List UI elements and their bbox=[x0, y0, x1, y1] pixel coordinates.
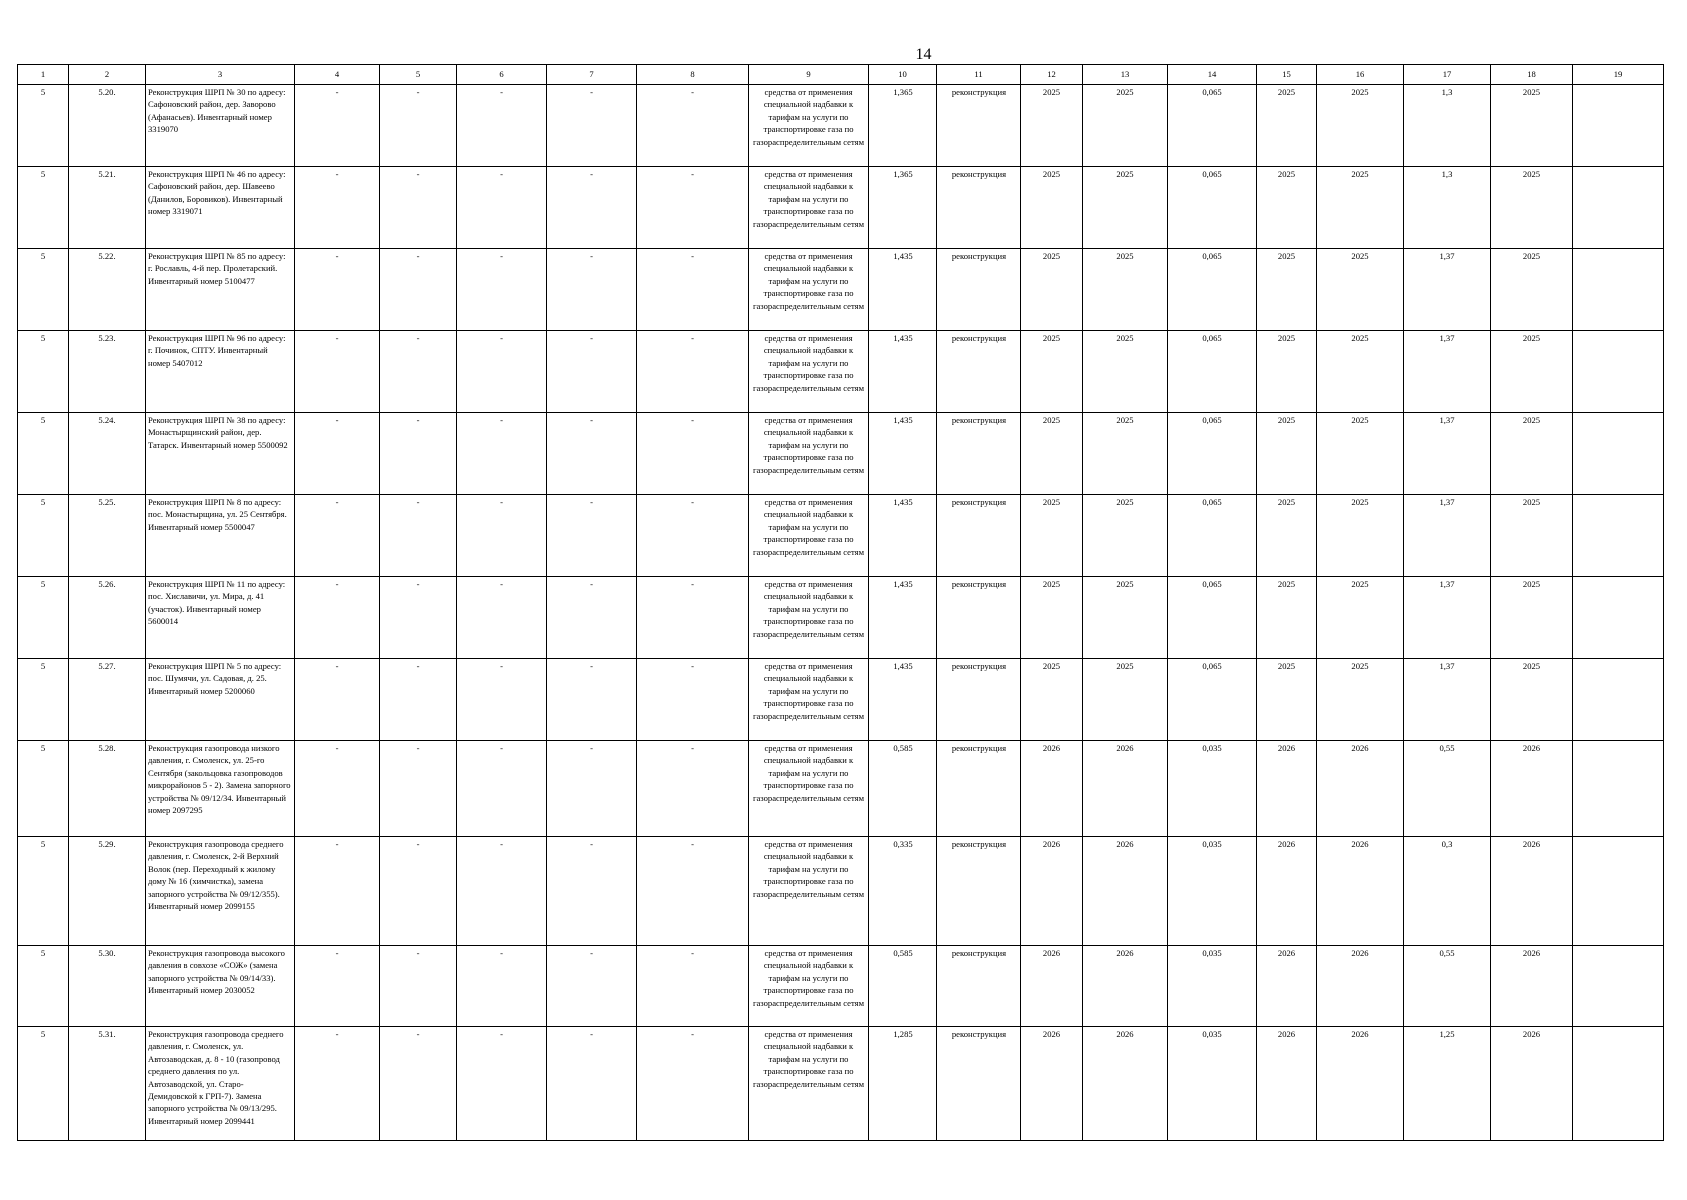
table-cell-col-10: 1,435 bbox=[869, 495, 937, 577]
table-cell-col-2: 5.20. bbox=[69, 85, 146, 167]
table-cell-col-10: 1,365 bbox=[869, 167, 937, 249]
table-row bbox=[18, 413, 1664, 495]
table-cell-col-18: 2025 bbox=[1491, 331, 1573, 413]
table-cell-col-19 bbox=[1573, 331, 1664, 413]
table-cell-col-4: - bbox=[295, 85, 380, 167]
table-cell-col-5: - bbox=[380, 741, 457, 837]
table-cell-col-7: - bbox=[547, 85, 637, 167]
table-cell-col-14: 0,065 bbox=[1168, 659, 1257, 741]
table-cell-col-10: 1,435 bbox=[869, 413, 937, 495]
table-cell-col-11: реконструкция bbox=[937, 946, 1021, 1027]
table-cell-col-17: 1,37 bbox=[1404, 249, 1491, 331]
table-cell-col-16: 2025 bbox=[1317, 331, 1404, 413]
table-cell-col-13: 2025 bbox=[1083, 167, 1168, 249]
table-cell-col-15: 2025 bbox=[1257, 413, 1317, 495]
table-cell-col-7: - bbox=[547, 495, 637, 577]
column-header-14: 14 bbox=[1168, 65, 1257, 85]
table-cell-col-6: - bbox=[457, 331, 547, 413]
table-cell-col-1: 5 bbox=[18, 495, 69, 577]
table-cell-col-12: 2025 bbox=[1021, 577, 1083, 659]
table-cell-col-12: 2026 bbox=[1021, 946, 1083, 1027]
table-cell-col-7: - bbox=[547, 167, 637, 249]
table-cell-col-13: 2026 bbox=[1083, 946, 1168, 1027]
table-cell-col-1: 5 bbox=[18, 331, 69, 413]
table-cell-col-13: 2026 bbox=[1083, 741, 1168, 837]
column-header-3: 3 bbox=[146, 65, 295, 85]
table-cell-col-19 bbox=[1573, 495, 1664, 577]
table-cell-col-9: средства от применения специальной надбавки к тарифам на услуги по транспортировке газа по газораспределительным сетям bbox=[749, 837, 869, 946]
table-cell-col-19 bbox=[1573, 837, 1664, 946]
column-header-18: 18 bbox=[1491, 65, 1573, 85]
table-cell-col-16: 2026 bbox=[1317, 1027, 1404, 1141]
table-cell-col-11: реконструкция bbox=[937, 837, 1021, 946]
table-cell-col-7: - bbox=[547, 837, 637, 946]
table-cell-col-15: 2025 bbox=[1257, 249, 1317, 331]
table-body bbox=[18, 85, 1664, 1141]
table-cell-col-14: 0,065 bbox=[1168, 249, 1257, 331]
table-cell-col-9: средства от применения специальной надбавки к тарифам на услуги по транспортировке газа по газораспределительным сетям bbox=[749, 249, 869, 331]
table-cell-col-5: - bbox=[380, 413, 457, 495]
table-cell-col-3: Реконструкция газопровода среднего давления, г. Смоленск, ул. Автозаводская, д. 8 - 10 (газопровод среднего давления по ул. Автозаводской, ул. Старо-Демидовской к ГРП-7). Замена запорного устройства № 09/13/295. Инвентарный номер 2099441 bbox=[146, 1027, 295, 1141]
table-cell-col-16: 2026 bbox=[1317, 837, 1404, 946]
table-cell-col-10: 1,435 bbox=[869, 331, 937, 413]
table-cell-col-14: 0,035 bbox=[1168, 837, 1257, 946]
table-cell-col-6: - bbox=[457, 495, 547, 577]
table-cell-col-13: 2025 bbox=[1083, 495, 1168, 577]
table-cell-col-8: - bbox=[637, 741, 749, 837]
table-cell-col-3: Реконструкция ШРП № 5 по адресу: пос. Шумячи, ул. Садовая, д. 25. Инвентарный номер 5200060 bbox=[146, 659, 295, 741]
table-cell-col-10: 0,585 bbox=[869, 946, 937, 1027]
table-cell-col-6: - bbox=[457, 1027, 547, 1141]
table-cell-col-16: 2025 bbox=[1317, 413, 1404, 495]
table-cell-col-10: 1,365 bbox=[869, 85, 937, 167]
table-cell-col-3: Реконструкция ШРП № 85 по адресу: г. Рославль, 4-й пер. Пролетарский. Инвентарный номер 5100477 bbox=[146, 249, 295, 331]
table-cell-col-1: 5 bbox=[18, 577, 69, 659]
table-cell-col-14: 0,065 bbox=[1168, 85, 1257, 167]
table-cell-col-16: 2025 bbox=[1317, 659, 1404, 741]
table-cell-col-16: 2025 bbox=[1317, 495, 1404, 577]
table-cell-col-15: 2026 bbox=[1257, 741, 1317, 837]
table-cell-col-8: - bbox=[637, 167, 749, 249]
table-cell-col-14: 0,035 bbox=[1168, 946, 1257, 1027]
table-cell-col-16: 2025 bbox=[1317, 577, 1404, 659]
table-cell-col-10: 0,585 bbox=[869, 741, 937, 837]
table-cell-col-6: - bbox=[457, 946, 547, 1027]
table-cell-col-18: 2026 bbox=[1491, 741, 1573, 837]
table-cell-col-1: 5 bbox=[18, 837, 69, 946]
table-cell-col-18: 2026 bbox=[1491, 946, 1573, 1027]
table-cell-col-11: реконструкция bbox=[937, 577, 1021, 659]
table-cell-col-8: - bbox=[637, 659, 749, 741]
table-row bbox=[18, 495, 1664, 577]
table-cell-col-15: 2025 bbox=[1257, 85, 1317, 167]
table-cell-col-8: - bbox=[637, 331, 749, 413]
column-header-13: 13 bbox=[1083, 65, 1168, 85]
table-cell-col-18: 2025 bbox=[1491, 495, 1573, 577]
table-cell-col-1: 5 bbox=[18, 413, 69, 495]
table-cell-col-7: - bbox=[547, 741, 637, 837]
table-cell-col-15: 2025 bbox=[1257, 331, 1317, 413]
column-header-9: 9 bbox=[749, 65, 869, 85]
table-cell-col-14: 0,065 bbox=[1168, 413, 1257, 495]
table-cell-col-18: 2026 bbox=[1491, 837, 1573, 946]
table-row bbox=[18, 577, 1664, 659]
table-row bbox=[18, 946, 1664, 1027]
table-cell-col-9: средства от применения специальной надбавки к тарифам на услуги по транспортировке газа по газораспределительным сетям bbox=[749, 85, 869, 167]
table-cell-col-17: 1,37 bbox=[1404, 495, 1491, 577]
column-header-5: 5 bbox=[380, 65, 457, 85]
table-cell-col-11: реконструкция bbox=[937, 167, 1021, 249]
table-cell-col-5: - bbox=[380, 1027, 457, 1141]
column-header-4: 4 bbox=[295, 65, 380, 85]
table-cell-col-17: 0,3 bbox=[1404, 837, 1491, 946]
table-cell-col-19 bbox=[1573, 659, 1664, 741]
table-cell-col-15: 2025 bbox=[1257, 577, 1317, 659]
table-cell-col-4: - bbox=[295, 1027, 380, 1141]
table-cell-col-10: 1,285 bbox=[869, 1027, 937, 1141]
table-row bbox=[18, 837, 1664, 946]
table-cell-col-19 bbox=[1573, 413, 1664, 495]
table-cell-col-14: 0,035 bbox=[1168, 1027, 1257, 1141]
table-cell-col-10: 1,435 bbox=[869, 249, 937, 331]
table-cell-col-15: 2026 bbox=[1257, 837, 1317, 946]
table-cell-col-9: средства от применения специальной надбавки к тарифам на услуги по транспортировке газа по газораспределительным сетям bbox=[749, 659, 869, 741]
table-cell-col-15: 2025 bbox=[1257, 495, 1317, 577]
table-cell-col-9: средства от применения специальной надбавки к тарифам на услуги по транспортировке газа по газораспределительным сетям bbox=[749, 495, 869, 577]
table-cell-col-7: - bbox=[547, 946, 637, 1027]
table-cell-col-18: 2025 bbox=[1491, 577, 1573, 659]
table-cell-col-18: 2026 bbox=[1491, 1027, 1573, 1141]
table-cell-col-3: Реконструкция газопровода низкого давления, г. Смоленск, ул. 25-го Сентября (закольцовка газопроводов микрорайонов 5 - 2). Замена запорного устройства № 09/12/34. Инвентарный номер 2097295 bbox=[146, 741, 295, 837]
column-header-7: 7 bbox=[547, 65, 637, 85]
table-cell-col-4: - bbox=[295, 946, 380, 1027]
table-cell-col-5: - bbox=[380, 331, 457, 413]
table-cell-col-8: - bbox=[637, 577, 749, 659]
table-cell-col-10: 1,435 bbox=[869, 659, 937, 741]
table-cell-col-8: - bbox=[637, 249, 749, 331]
table-cell-col-9: средства от применения специальной надбавки к тарифам на услуги по транспортировке газа по газораспределительным сетям bbox=[749, 577, 869, 659]
table-cell-col-13: 2025 bbox=[1083, 331, 1168, 413]
table-cell-col-10: 1,435 bbox=[869, 577, 937, 659]
table-cell-col-5: - bbox=[380, 946, 457, 1027]
table-cell-col-19 bbox=[1573, 249, 1664, 331]
table-cell-col-6: - bbox=[457, 837, 547, 946]
table-cell-col-7: - bbox=[547, 413, 637, 495]
table-cell-col-7: - bbox=[547, 249, 637, 331]
table-cell-col-15: 2026 bbox=[1257, 946, 1317, 1027]
table-cell-col-11: реконструкция bbox=[937, 741, 1021, 837]
table-cell-col-4: - bbox=[295, 577, 380, 659]
column-header-19: 19 bbox=[1573, 65, 1664, 85]
table-cell-col-8: - bbox=[637, 837, 749, 946]
table-cell-col-12: 2025 bbox=[1021, 659, 1083, 741]
table-cell-col-13: 2026 bbox=[1083, 1027, 1168, 1141]
table-row bbox=[18, 331, 1664, 413]
table-cell-col-12: 2025 bbox=[1021, 167, 1083, 249]
table-row bbox=[18, 167, 1664, 249]
table-cell-col-2: 5.27. bbox=[69, 659, 146, 741]
table-cell-col-9: средства от применения специальной надбавки к тарифам на услуги по транспортировке газа по газораспределительным сетям bbox=[749, 946, 869, 1027]
table-cell-col-4: - bbox=[295, 495, 380, 577]
table-cell-col-17: 1,3 bbox=[1404, 85, 1491, 167]
table-cell-col-13: 2025 bbox=[1083, 249, 1168, 331]
table-cell-col-2: 5.21. bbox=[69, 167, 146, 249]
table-cell-col-17: 0,55 bbox=[1404, 946, 1491, 1027]
table-cell-col-14: 0,035 bbox=[1168, 741, 1257, 837]
table-cell-col-12: 2025 bbox=[1021, 413, 1083, 495]
table-cell-col-7: - bbox=[547, 577, 637, 659]
table-cell-col-4: - bbox=[295, 413, 380, 495]
table-cell-col-2: 5.22. bbox=[69, 249, 146, 331]
table-cell-col-3: Реконструкция газопровода среднего давления, г. Смоленск, 2-й Верхний Волок (пер. Переходный к жилому дому № 16 (химчистка), замена запорного устройства № 09/12/355). Инвентарный номер 2099155 bbox=[146, 837, 295, 946]
table-row bbox=[18, 659, 1664, 741]
table-cell-col-19 bbox=[1573, 741, 1664, 837]
table-cell-col-4: - bbox=[295, 331, 380, 413]
table-cell-col-17: 1,25 bbox=[1404, 1027, 1491, 1141]
table-cell-col-3: Реконструкция ШРП № 96 по адресу: г. Починок, СПТУ. Инвентарный номер 5407012 bbox=[146, 331, 295, 413]
table-cell-col-5: - bbox=[380, 85, 457, 167]
table-cell-col-17: 1,37 bbox=[1404, 577, 1491, 659]
table-cell-col-9: средства от применения специальной надбавки к тарифам на услуги по транспортировке газа по газораспределительным сетям bbox=[749, 331, 869, 413]
table-cell-col-2: 5.29. bbox=[69, 837, 146, 946]
table-cell-col-1: 5 bbox=[18, 1027, 69, 1141]
table-cell-col-9: средства от применения специальной надбавки к тарифам на услуги по транспортировке газа по газораспределительным сетям bbox=[749, 1027, 869, 1141]
table-cell-col-2: 5.23. bbox=[69, 331, 146, 413]
table-cell-col-12: 2025 bbox=[1021, 331, 1083, 413]
table-cell-col-9: средства от применения специальной надбавки к тарифам на услуги по транспортировке газа по газораспределительным сетям bbox=[749, 741, 869, 837]
table-cell-col-8: - bbox=[637, 946, 749, 1027]
table-cell-col-2: 5.31. bbox=[69, 1027, 146, 1141]
table-cell-col-1: 5 bbox=[18, 741, 69, 837]
table-cell-col-11: реконструкция bbox=[937, 659, 1021, 741]
table-cell-col-10: 0,335 bbox=[869, 837, 937, 946]
table-cell-col-16: 2025 bbox=[1317, 85, 1404, 167]
table-cell-col-6: - bbox=[457, 167, 547, 249]
table-cell-col-17: 1,37 bbox=[1404, 659, 1491, 741]
table-cell-col-2: 5.25. bbox=[69, 495, 146, 577]
table-cell-col-7: - bbox=[547, 331, 637, 413]
table-cell-col-17: 1,3 bbox=[1404, 167, 1491, 249]
table-cell-col-1: 5 bbox=[18, 946, 69, 1027]
table-cell-col-2: 5.28. bbox=[69, 741, 146, 837]
column-header-12: 12 bbox=[1021, 65, 1083, 85]
table-cell-col-13: 2025 bbox=[1083, 577, 1168, 659]
table-cell-col-5: - bbox=[380, 577, 457, 659]
table-cell-col-9: средства от применения специальной надбавки к тарифам на услуги по транспортировке газа по газораспределительным сетям bbox=[749, 413, 869, 495]
table-cell-col-6: - bbox=[457, 85, 547, 167]
column-header-8: 8 bbox=[637, 65, 749, 85]
table-cell-col-16: 2026 bbox=[1317, 946, 1404, 1027]
table-cell-col-13: 2026 bbox=[1083, 837, 1168, 946]
column-number-row bbox=[18, 65, 1664, 85]
table-cell-col-18: 2025 bbox=[1491, 167, 1573, 249]
table-cell-col-6: - bbox=[457, 741, 547, 837]
table-cell-col-1: 5 bbox=[18, 249, 69, 331]
table-cell-col-17: 0,55 bbox=[1404, 741, 1491, 837]
table-cell-col-2: 5.26. bbox=[69, 577, 146, 659]
table-cell-col-3: Реконструкция ШРП № 46 по адресу: Сафоновский район, дер. Шавеево (Данилов, Боровиков). Инвентарный номер 3319071 bbox=[146, 167, 295, 249]
table-cell-col-3: Реконструкция ШРП № 38 по адресу: Монастырщинский район, дер. Татарск. Инвентарный номер 5500092 bbox=[146, 413, 295, 495]
table-cell-col-2: 5.30. bbox=[69, 946, 146, 1027]
table-cell-col-7: - bbox=[547, 1027, 637, 1141]
table-cell-col-6: - bbox=[457, 659, 547, 741]
table-cell-col-8: - bbox=[637, 495, 749, 577]
table-cell-col-18: 2025 bbox=[1491, 659, 1573, 741]
table-cell-col-11: реконструкция bbox=[937, 331, 1021, 413]
table-cell-col-12: 2025 bbox=[1021, 85, 1083, 167]
table-cell-col-19 bbox=[1573, 1027, 1664, 1141]
table-cell-col-2: 5.24. bbox=[69, 413, 146, 495]
table-cell-col-16: 2026 bbox=[1317, 741, 1404, 837]
table-cell-col-4: - bbox=[295, 659, 380, 741]
table-cell-col-5: - bbox=[380, 659, 457, 741]
table-cell-col-19 bbox=[1573, 577, 1664, 659]
table-cell-col-7: - bbox=[547, 659, 637, 741]
table-cell-col-13: 2025 bbox=[1083, 85, 1168, 167]
table-cell-col-12: 2026 bbox=[1021, 741, 1083, 837]
table-row bbox=[18, 249, 1664, 331]
table-cell-col-11: реконструкция bbox=[937, 413, 1021, 495]
table-cell-col-4: - bbox=[295, 249, 380, 331]
table-cell-col-4: - bbox=[295, 741, 380, 837]
table-cell-col-3: Реконструкция ШРП № 8 по адресу: пос. Монастырщина, ул. 25 Сентября. Инвентарный номер 5500047 bbox=[146, 495, 295, 577]
table-cell-col-16: 2025 bbox=[1317, 167, 1404, 249]
table-cell-col-9: средства от применения специальной надбавки к тарифам на услуги по транспортировке газа по газораспределительным сетям bbox=[749, 167, 869, 249]
column-header-17: 17 bbox=[1404, 65, 1491, 85]
table-cell-col-8: - bbox=[637, 1027, 749, 1141]
table-cell-col-15: 2026 bbox=[1257, 1027, 1317, 1141]
table-cell-col-8: - bbox=[637, 413, 749, 495]
table-cell-col-8: - bbox=[637, 85, 749, 167]
table-cell-col-11: реконструкция bbox=[937, 249, 1021, 331]
table-cell-col-5: - bbox=[380, 249, 457, 331]
table-cell-col-13: 2025 bbox=[1083, 659, 1168, 741]
column-header-6: 6 bbox=[457, 65, 547, 85]
table-cell-col-3: Реконструкция ШРП № 11 по адресу: пос. Хиславичи, ул. Мира, д. 41 (участок). Инвентарный номер 5600014 bbox=[146, 577, 295, 659]
table-cell-col-14: 0,065 bbox=[1168, 167, 1257, 249]
column-header-2: 2 bbox=[69, 65, 146, 85]
table-cell-col-12: 2026 bbox=[1021, 837, 1083, 946]
table-cell-col-15: 2025 bbox=[1257, 659, 1317, 741]
table-cell-col-19 bbox=[1573, 85, 1664, 167]
table-cell-col-17: 1,37 bbox=[1404, 331, 1491, 413]
table-cell-col-12: 2026 bbox=[1021, 1027, 1083, 1141]
column-header-11: 11 bbox=[937, 65, 1021, 85]
column-header-16: 16 bbox=[1317, 65, 1404, 85]
table-cell-col-5: - bbox=[380, 837, 457, 946]
table-cell-col-12: 2025 bbox=[1021, 249, 1083, 331]
table-cell-col-14: 0,065 bbox=[1168, 331, 1257, 413]
investment-program-table bbox=[17, 64, 1664, 1141]
table-cell-col-15: 2025 bbox=[1257, 167, 1317, 249]
table-cell-col-11: реконструкция bbox=[937, 85, 1021, 167]
table-cell-col-6: - bbox=[457, 577, 547, 659]
table-cell-col-11: реконструкция bbox=[937, 1027, 1021, 1141]
table-cell-col-19 bbox=[1573, 946, 1664, 1027]
column-header-10: 10 bbox=[869, 65, 937, 85]
table-cell-col-1: 5 bbox=[18, 85, 69, 167]
table-cell-col-6: - bbox=[457, 413, 547, 495]
table-cell-col-6: - bbox=[457, 249, 547, 331]
table-cell-col-11: реконструкция bbox=[937, 495, 1021, 577]
table-cell-col-13: 2025 bbox=[1083, 413, 1168, 495]
page-number: 14 bbox=[915, 46, 932, 63]
table-cell-col-19 bbox=[1573, 167, 1664, 249]
table-row bbox=[18, 85, 1664, 167]
table-cell-col-5: - bbox=[380, 495, 457, 577]
table-cell-col-4: - bbox=[295, 167, 380, 249]
table-cell-col-14: 0,065 bbox=[1168, 495, 1257, 577]
column-header-1: 1 bbox=[18, 65, 69, 85]
column-header-15: 15 bbox=[1257, 65, 1317, 85]
table-row bbox=[18, 741, 1664, 837]
table-cell-col-16: 2025 bbox=[1317, 249, 1404, 331]
table-cell-col-14: 0,065 bbox=[1168, 577, 1257, 659]
table-cell-col-18: 2025 bbox=[1491, 85, 1573, 167]
table-cell-col-1: 5 bbox=[18, 167, 69, 249]
table-cell-col-4: - bbox=[295, 837, 380, 946]
table-cell-col-1: 5 bbox=[18, 659, 69, 741]
table-cell-col-5: - bbox=[380, 167, 457, 249]
table-cell-col-18: 2025 bbox=[1491, 249, 1573, 331]
table-cell-col-17: 1,37 bbox=[1404, 413, 1491, 495]
table-cell-col-3: Реконструкция ШРП № 30 по адресу: Сафоновский район, дер. Заворово (Афанасьев). Инвентарный номер 3319070 bbox=[146, 85, 295, 167]
table-row bbox=[18, 1027, 1664, 1141]
table-cell-col-12: 2025 bbox=[1021, 495, 1083, 577]
table-cell-col-3: Реконструкция газопровода высокого давления в совхозе «СОЖ» (замена запорного устройства № 09/14/33). Инвентарный номер 2030052 bbox=[146, 946, 295, 1027]
table-cell-col-18: 2025 bbox=[1491, 413, 1573, 495]
